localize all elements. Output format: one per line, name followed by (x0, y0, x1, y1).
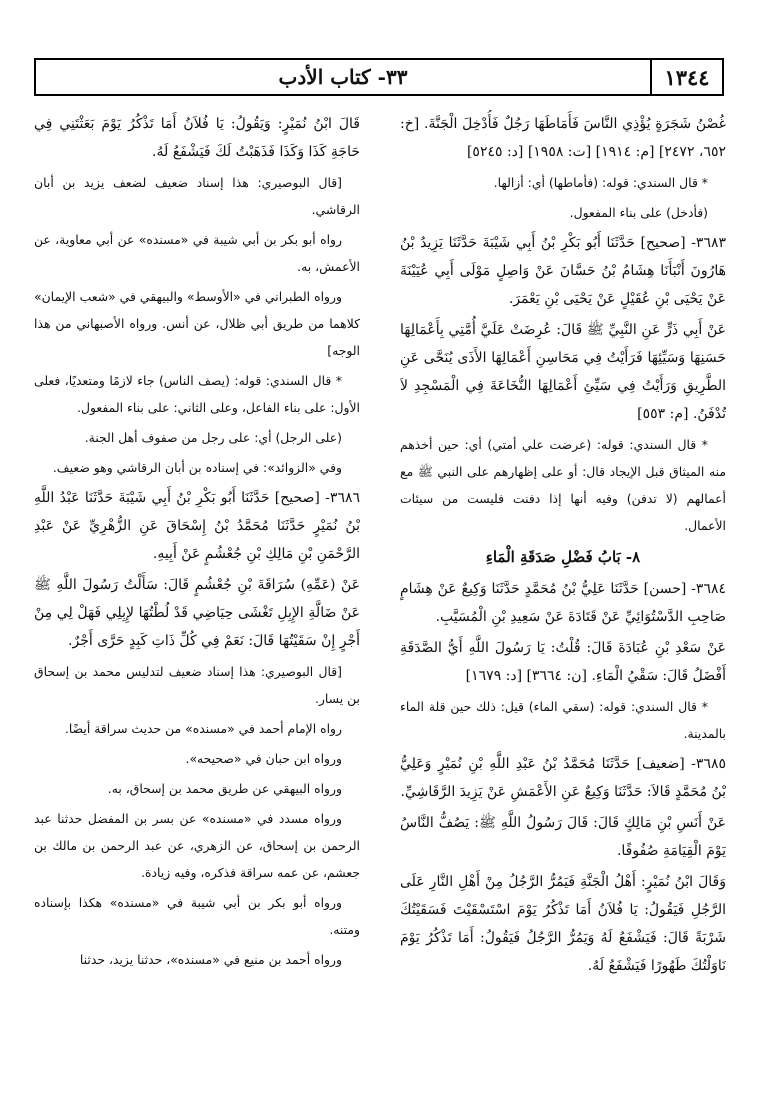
commentary-paragraph: (فأدخل) على بناء المفعول. (569, 205, 708, 220)
commentary-paragraph: ورواه مسدد في «مسنده» عن بسر بن المفضل حدثنا عبد الرحمن بن إسحاق، عن الزهري، عن عبد الرحمن بن مالك بن جعشم، عن عمه سراقة فذكره، وفيه زيادة. (34, 811, 360, 880)
commentary-paragraph: * قال السندي: قوله: (عرضت علي أمتي) أي: حين أخذهم منه الميثاق قبل الإيجاد قال: أو على إظهارهم على النبي ﷺ مع أعمالهم (لا تدفن) وفيه أنها إذا دفنت فليست من سيئات الأعمال. (400, 437, 726, 533)
hadith-paragraph: ٣٦٨٣- [صحيح] حَدَّثَنَا أَبُو بَكْرِ بْنُ أَبِي شَيْبَةَ حَدَّثَنَا يَزِيدُ بْنُ هَارُونَ أَنْبَأَنَا هِشَامُ بْنُ حَسَّانَ عَنْ وَاصِلٍ مَوْلَى أَبِي عُيَيْنَةَ عَنْ يَحْيَى بْنِ عُقَيْلٍ عَنْ يَحْيَى بْنِ يَعْمَرَ. (400, 235, 726, 307)
right-column (400, 110, 726, 1090)
hadith-paragraph: قَالَ ابْنُ نُمَيْرٍ: وَيَقُولُ: يَا فُلاَنُ أَمَا تَذْكُرُ يَوْمَ بَعَثْتَنِي فِي حَاجَةِ كَذَا وَكَذَا فَذَهَبْتُ لَكَ فَيَشْفَعُ لَهُ. (34, 116, 360, 160)
hadith-paragraph: عَنْ سَعْدِ بْنِ عُبَادَةَ قَالَ: قُلْتُ: يَا رَسُولَ اللَّهِ أَيُّ الصَّدَقَةِ أَفْضَلُ قَالَ: سَقْيُ الْمَاءِ. [ن: ٣٦٦٤] [د: ١٦٧٩] (400, 640, 726, 684)
hadith-paragraph: عَنْ أَنَسِ بْنِ مَالِكٍ قَالَ: قَالَ رَسُولُ اللَّهِ ﷺ: يَصُفُّ النَّاسُ يَوْمَ الْقِيَامَةِ صُفُوفًا. (400, 815, 726, 859)
commentary-paragraph: ورواه البيهقي عن طريق محمد بن إسحاق، به. (107, 781, 342, 796)
commentary-paragraph: ورواه أحمد بن منيع في «مسنده»، حدثنا يزيد، حدثنا (79, 952, 342, 967)
page-header (34, 58, 724, 96)
commentary-paragraph: (على الرجل) أي: على رجل من صفوف أهل الجنة. (84, 430, 342, 445)
hadith-paragraph: عَنْ (عَمِّهِ) سُرَاقَةَ بْنِ جُعْشُمٍ قَالَ: سَأَلْتُ رَسُولَ اللَّهِ ﷺ عَنْ ضَالَّةِ الإِبِلِ تَغْشَى حِيَاضِي قَدْ لُطْتُهَا لإِبِلِي فَهَلْ لِي مِنْ أَجْرٍ إِنْ سَقَيْتُهَا قَالَ: نَعَمْ فِي كُلِّ ذَاتِ كَبِدٍ حَرَّى أَجْرٌ. (34, 577, 360, 649)
book-title: ٣٣- كتاب الأدب (278, 65, 408, 89)
hadith-paragraph: غُصْنُ شَجَرَةٍ يُؤْذِي النَّاسَ فَأَمَاطَهَا رَجُلٌ فَأُدْخِلَ الْجَنَّةَ. [خ: ٦٥٢، ٢٤٧٢] [م: ١٩١٤] [ت: ١٩٥٨] [د: ٥٢٤٥] (400, 116, 726, 160)
hadith-paragraph: ٣٦٨٦- [صحيح] حَدَّثَنَا أَبُو بَكْرِ بْنُ أَبِي شَيْبَةَ حَدَّثَنَا عَبْدُ اللَّهِ بْنُ نُمَيْرٍ حَدَّثَنَا مُحَمَّدُ بْنُ إِسْحَاقَ عَنِ الزُّهْرِيِّ عَنْ عَبْدِ الرَّحْمَنِ بْنِ مَالِكِ بْنِ جُعْشُمٍ عَنْ أَبِيهِ. (34, 490, 360, 562)
left-column (34, 110, 360, 1090)
commentary-paragraph: ورواه الطبراني في «الأوسط» والبيهقي في «شعب الإيمان» كلاهما من طريق أبي ظلال، عن أنس. ورواه الأصبهاني من هذا الوجه] (34, 289, 360, 358)
hadith-paragraph: وَقَالَ ابْنُ نُمَيْرٍ: أَهْلُ الْجَنَّةِ فَيَمُرُّ الرَّجُلُ مِنْ أَهْلِ النَّارِ عَلَى الرَّجُلِ فَيَقُولُ: يَا فُلاَنُ أَمَا تَذْكُرُ يَوْمَ اسْتَسْقَيْتَ فَسَقَيْتُكَ شَرْبَةً قَالَ: فَيَشْفَعُ لَهُ وَيَمُرُّ الرَّجُلُ فَيَقُولُ: أَمَا تَذْكُرُ يَوْمَ نَاوَلْتُكَ طَهُورًا فَيَشْفَعُ لَهُ. (400, 874, 726, 974)
page-number: ١٣٤٤ (650, 60, 722, 94)
commentary-paragraph: [قال البوصيري: هذا إسناد ضعيف لتدليس محمد بن إسحاق بن يسار. (34, 664, 360, 706)
commentary-paragraph: وفي «الزوائد»: في إسناده بن أبان الرقاشي وهو ضعيف. (52, 460, 342, 475)
hadith-paragraph: ٣٦٨٤- [حسن] حَدَّثَنَا عَلِيُّ بْنُ مُحَمَّدٍ حَدَّثَنَا وَكِيعٌ عَنْ هِشَامٍ صَاحِبِ الدَّسْتُوَائِيِّ عَنْ قَتَادَةَ عَنْ سَعِيدِ بْنِ الْمُسَيَّبِ. (400, 581, 726, 625)
commentary-paragraph: * قال السندي: قوله: (فأماطها) أي: أزالها. (493, 175, 708, 190)
commentary-paragraph: * قال السندي: قوله: (سقي الماء) قيل: ذلك حين قلة الماء بالمدينة. (400, 699, 726, 741)
hadith-paragraph: عَنْ أَبِي ذَرٍّ عَنِ النَّبِيِّ ﷺ قَالَ: عُرِضَتْ عَلَيَّ أُمَّتِي بِأَعْمَالِهَا حَسَنِهَا وَسَيِّئِهَا فَرَأَيْتُ فِي مَحَاسِنِ أَعْمَالِهَا الأَذَى يُنَحَّى عَنِ الطَّرِيقِ وَرَأَيْتُ فِي سَيِّئِ أَعْمَالِهَا النُّخَاعَةَ فِي الْمَسْجِدِ لاَ تُدْفَنُ. [م: ٥٥٣] (400, 322, 726, 422)
commentary-paragraph: رواه الإمام أحمد في «مسنده» من حديث سراقة أيضًا. (64, 721, 342, 736)
commentary-paragraph: * قال السندي: قوله: (يصف الناس) جاء لازمًا ومتعديًا، فعلى الأول: على بناء الفاعل، وعلى الثاني: على بناء المفعول. (34, 373, 360, 415)
commentary-paragraph: [قال البوصيري: هذا إسناد ضعيف لضعف يزيد بن أبان الرقاشي. (34, 175, 360, 217)
commentary-paragraph: ورواه أبو بكر بن أبي شيبة في «مسنده» هكذا بإسناده ومتنه. (34, 895, 360, 937)
chapter-heading: ٨- بَابُ فَضْلِ صَدَقَةِ الْمَاءِ (485, 548, 641, 566)
commentary-paragraph: رواه أبو بكر بن أبي شيبة في «مسنده» عن أبي معاوية، عن الأعمش، به. (34, 232, 360, 274)
hadith-paragraph: ٣٦٨٥- [ضعيف] حَدَّثَنَا مُحَمَّدُ بْنُ عَبْدِ اللَّهِ بْنِ نُمَيْرٍ وَعَلِيُّ بْنُ مُحَمَّدٍ قَالاَ: حَدَّثَنَا وَكِيعٌ عَنِ الأَعْمَشِ عَنْ يَزِيدَ الرَّقَاشِيِّ. (400, 756, 726, 800)
commentary-paragraph: ورواه ابن حبان في «صحيحه». (185, 751, 342, 766)
